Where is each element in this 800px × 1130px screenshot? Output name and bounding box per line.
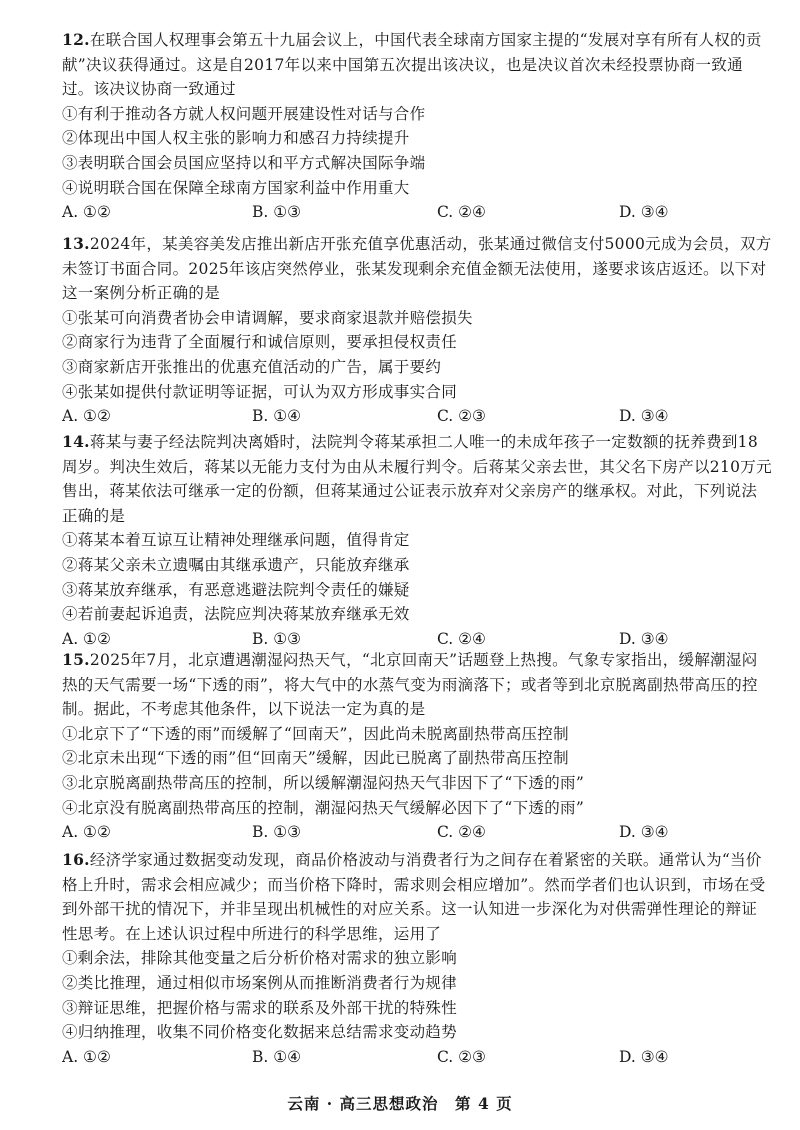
choice-c: C. ②③ <box>437 1047 486 1066</box>
question-number: 15. <box>62 650 90 669</box>
statement-1: ①剩余法，排除其他变量之后分析价格对需求的独立影响 <box>62 949 458 968</box>
question-number: 13. <box>62 234 90 253</box>
statement-3: ③商家新店开张推出的优惠充值活动的广告，属于要约 <box>62 357 442 376</box>
statement-4: ④北京没有脱离副热带高压的控制，潮湿闷热天气缓解必因下了“下透的雨” <box>62 798 585 817</box>
answer-choices <box>62 1045 772 1070</box>
question-number: 14. <box>62 432 90 451</box>
statement-4: ④说明联合国在保障全球南方国家利益中作用重大 <box>62 178 410 197</box>
question-number: 16. <box>62 850 90 869</box>
answer-choices <box>62 200 772 225</box>
statement-4: ④归纳推理，收集不同价格变化数据来总结需求变动趋势 <box>62 1023 458 1042</box>
question-15 <box>62 648 772 845</box>
question-text: 在联合国人权理事会第五十九届会议上，中国代表全球南方国家主提的“发展对享有所有人权的贡献”决议获得通过。这是自2017年以来中国第五次提出该决议，也是决议首次未经投票协商一致通过。该决议协商一致通过 <box>62 31 762 99</box>
choice-b: B. ①③ <box>252 203 302 222</box>
choice-a: A. ①② <box>62 823 111 842</box>
choice-a: A. ①② <box>62 1047 111 1066</box>
statement-1: ①北京下了“下透的雨”而缓解了“回南天”，因此尚未脱离副热带高压控制 <box>62 724 569 743</box>
statement-2: ②类比推理，通过相似市场案例从而推断消费者行为规律 <box>62 973 458 992</box>
statement-4: ④若前妻起诉追责，法院应判决蒋某放弃继承无效 <box>62 605 410 624</box>
choice-a: A. ①② <box>62 203 111 222</box>
answer-choices <box>62 404 772 429</box>
choice-b: B. ①④ <box>252 407 302 426</box>
question-14 <box>62 430 772 651</box>
statement-3: ③北京脱离副热带高压的控制，所以缓解潮湿闷热天气非因下了“下透的雨” <box>62 773 585 792</box>
question-12 <box>62 28 772 225</box>
choice-d: D. ③④ <box>619 629 669 648</box>
statement-3: ③辩证思维，把握价格与需求的联系及外部干扰的特殊性 <box>62 998 458 1017</box>
statement-1: ①张某可向消费者协会申请调解，要求商家退款并赔偿损失 <box>62 308 473 327</box>
statement-2: ②北京未出现“下透的雨”但“回南天”缓解，因此已脱离了副热带高压控制 <box>62 749 569 768</box>
question-stem <box>62 430 772 528</box>
choice-c: C. ②③ <box>437 407 486 426</box>
choice-c: C. ②④ <box>437 203 486 222</box>
choice-d: D. ③④ <box>619 203 669 222</box>
statement-1: ①有利于推动各方就人权问题开展建设性对话与合作 <box>62 104 426 123</box>
choice-d: D. ③④ <box>619 823 669 842</box>
statement-4: ④张某如提供付款证明等证据，可认为双方形成事实合同 <box>62 382 458 401</box>
choice-b: B. ①③ <box>252 823 302 842</box>
statement-2: ②蒋某父亲未立遗嘱由其继承遗产，只能放弃继承 <box>62 555 410 574</box>
statement-3: ③表明联合国会员国应坚持以和平方式解决国际争端 <box>62 153 426 172</box>
answer-choices <box>62 820 772 845</box>
choice-d: D. ③④ <box>619 1047 669 1066</box>
question-stem <box>62 232 772 306</box>
choice-c: C. ②④ <box>437 823 486 842</box>
question-number: 12. <box>62 30 90 49</box>
question-16 <box>62 848 772 1069</box>
statement-2: ②体现出中国人权主张的影响力和感召力持续提升 <box>62 129 410 148</box>
choice-b: B. ①④ <box>252 1047 302 1066</box>
choice-a: A. ①② <box>62 629 111 648</box>
question-text: 经济学家通过数据变动发现，商品价格波动与消费者行为之间存在着紧密的关联。通常认为“当价格上升时，需求会相应减少；而当价格下降时，需求则会相应增加”。然而学者们也认识到，市场在受到外部干扰的情况下，并非呈现出机械性的对应关系。这一认知进一步深化为对供需弹性理论的辩证性思考。在上述认识过程中所进行的科学思维，运用了 <box>62 851 766 943</box>
choice-c: C. ②④ <box>437 629 486 648</box>
statement-1: ①蒋某本着互谅互让精神处理继承问题，值得肯定 <box>62 531 410 550</box>
question-text: 蒋某与妻子经法院判决离婚时，法院判令蒋某承担二人唯一的未成年孩子一定数额的抚养费到18周岁。判决生效后，蒋某以无能力支付为由从未履行判令。后蒋某父亲去世，其父名下房产以210万元售出，蒋某依法可继承一定的份额，但蒋某通过公证表示放弃对父亲房产的继承权。对此，下列说法正确的是 <box>62 433 772 525</box>
choice-d: D. ③④ <box>619 407 669 426</box>
question-stem <box>62 848 772 946</box>
question-text: 2025年7月，北京遭遇潮湿闷热天气，“北京回南天”话题登上热搜。气象专家指出，缓解潮湿闷热的天气需要一场“下透的雨”，将大气中的水蒸气变为雨滴落下；或者等到北京脱离副热带高压的控制。据此，不考虑其他条件，以下说法一定为真的是 <box>62 651 758 719</box>
question-stem <box>62 648 772 722</box>
statement-2: ②商家行为违背了全面履行和诚信原则，要承担侵权责任 <box>62 333 458 352</box>
page-footer: 云南 · 高三思想政治 第 4 页 <box>287 1094 513 1113</box>
choice-b: B. ①③ <box>252 629 302 648</box>
choice-a: A. ①② <box>62 407 111 426</box>
question-text: 2024年，某美容美发店推出新店开张充值享优惠活动，张某通过微信支付5000元成为会员，双方未签订书面合同。2025年该店突然停业，张某发现剩余充值金额无法使用，遂要求该店返还。以下对这一案例分析正确的是 <box>62 235 772 303</box>
statement-3: ③蒋某放弃继承，有恶意逃避法院判令责任的嫌疑 <box>62 580 410 599</box>
question-13 <box>62 232 772 429</box>
question-stem <box>62 28 772 102</box>
